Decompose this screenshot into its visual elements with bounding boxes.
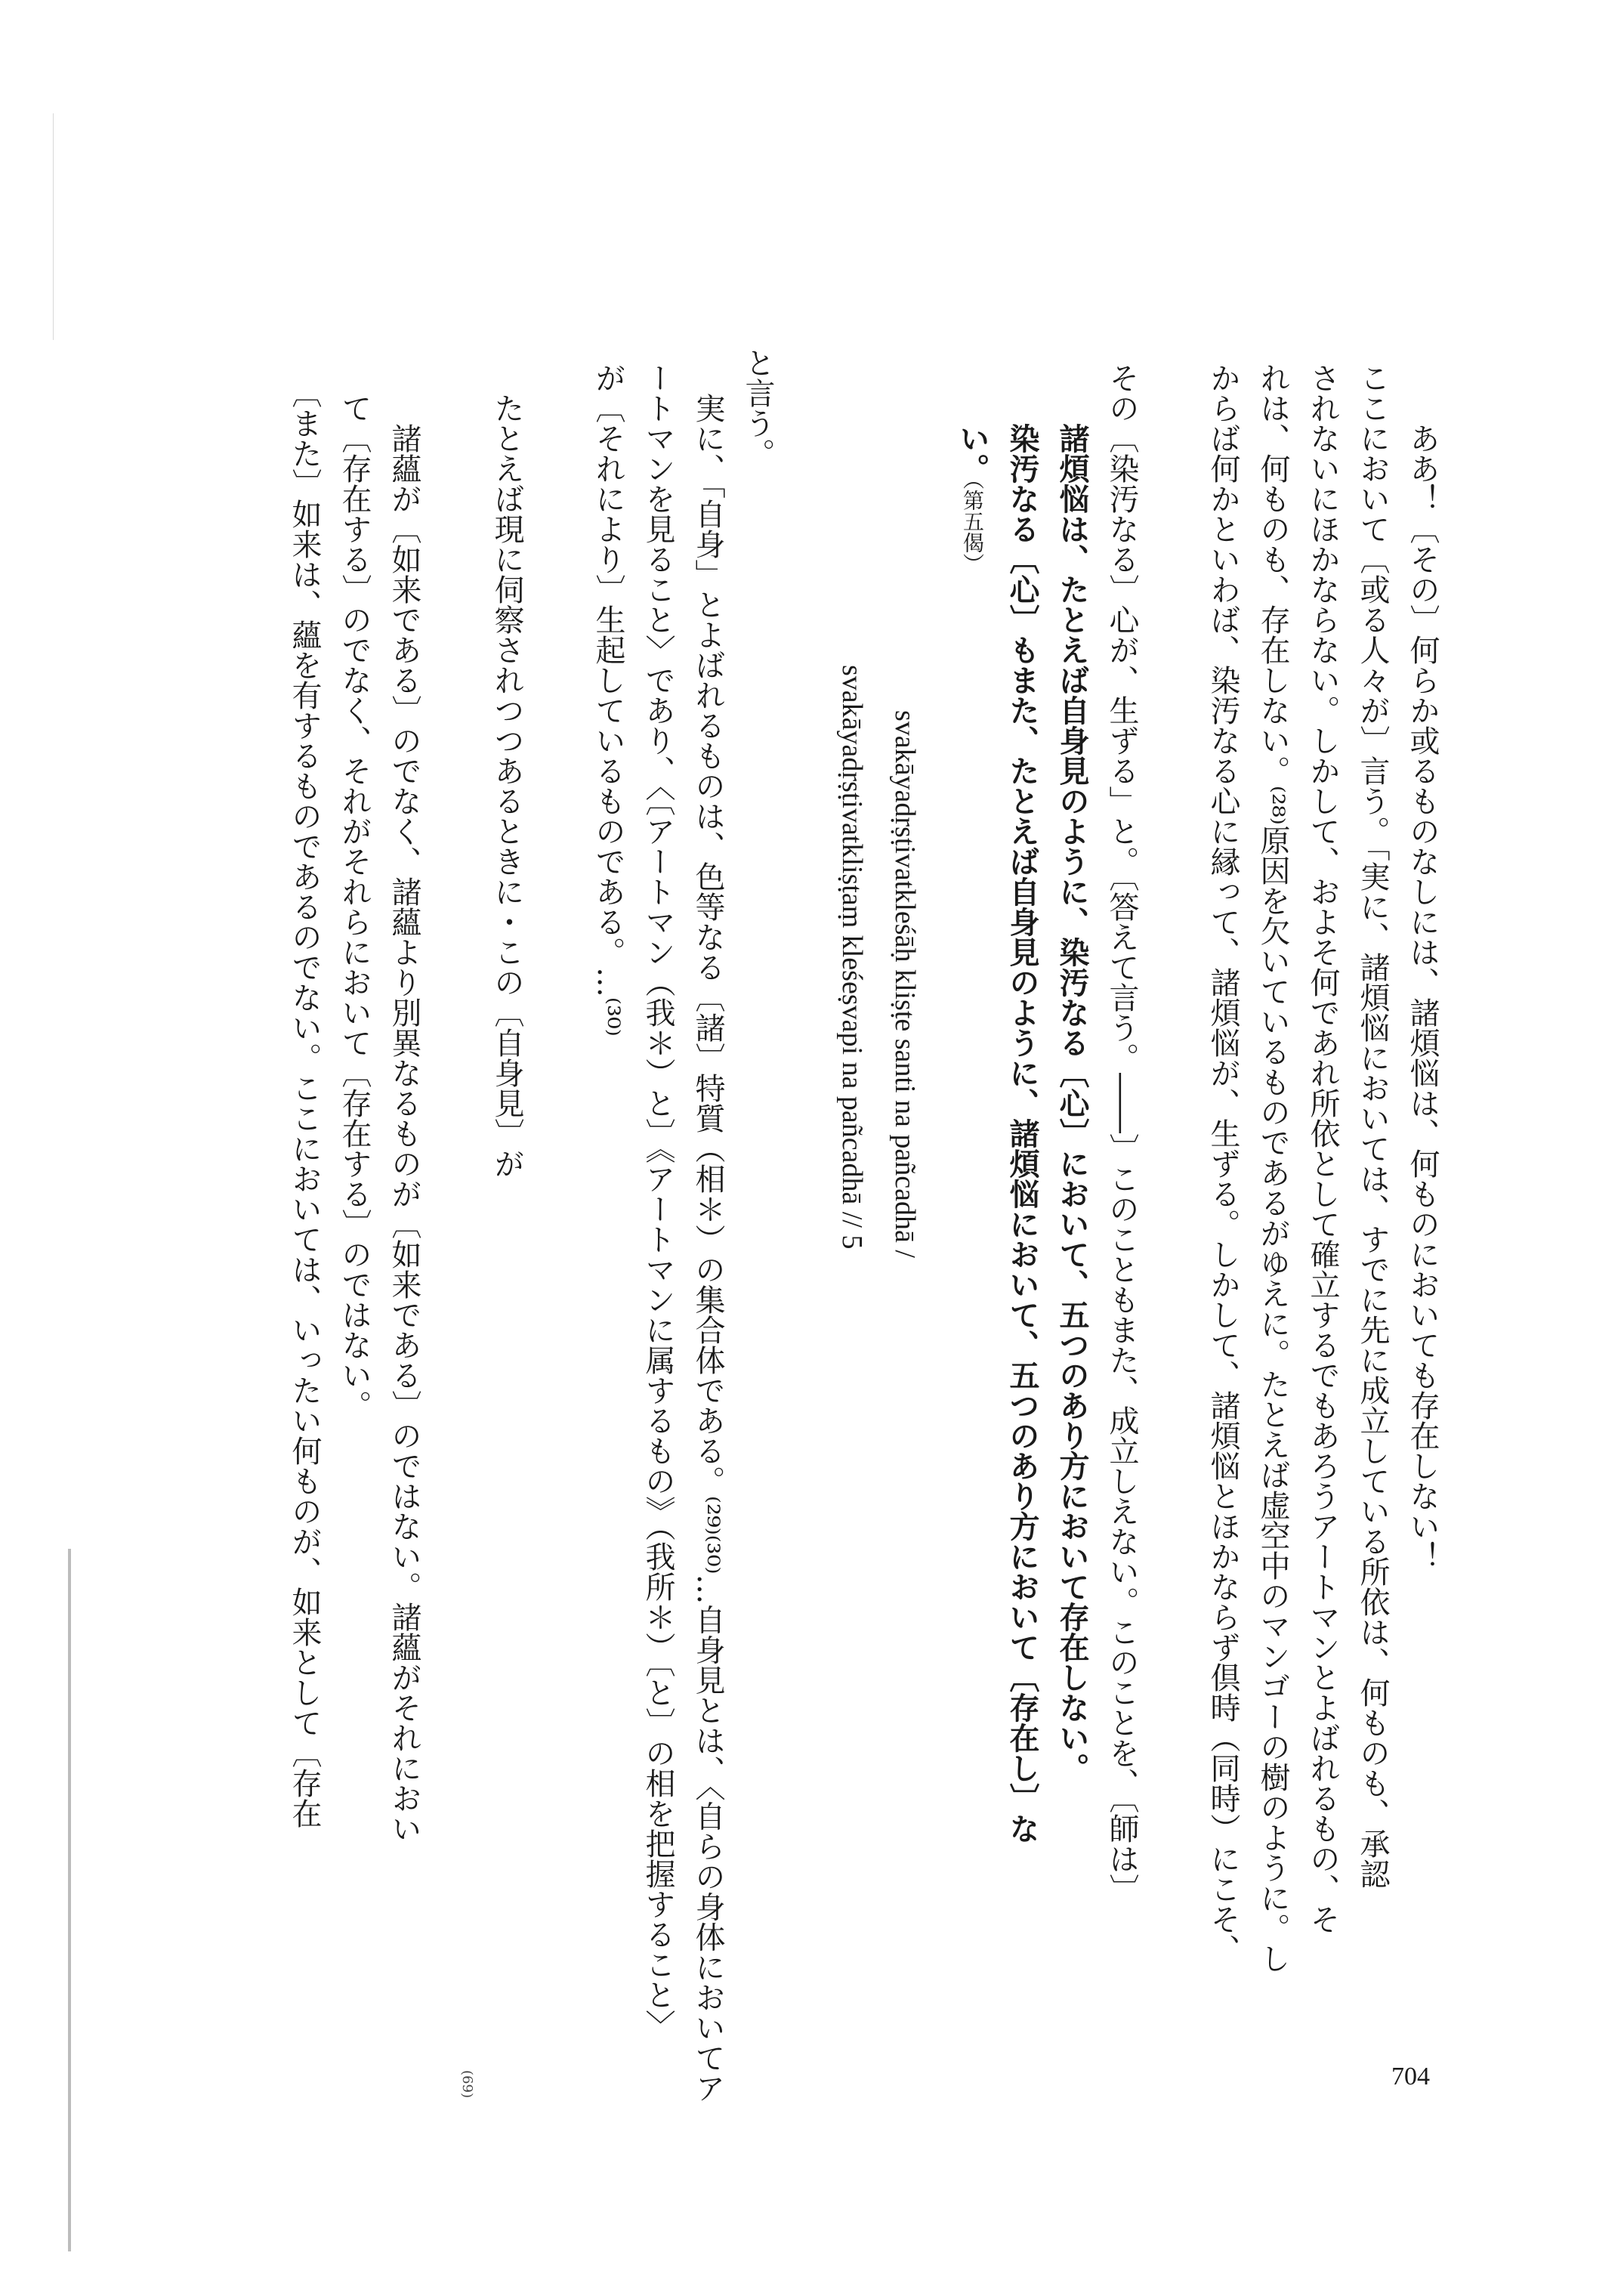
sanskrit-line-1: svakāyadṛṣṭivatkleśāḥ kliṣṭe santi na pañcadhā / [889, 710, 921, 1258]
body-column-5: からば何かといわば、染汚なる心に縁って、諸煩悩が、生ずる。しかして、諸煩悩とほかならず倶時（同時）にこそ、 [1206, 363, 1240, 1964]
lower-column-3: ートマンを見ること〉であり、〈〔アートマン（我＊）と〕《アートマンに属するもの》（我所＊）〔と〕の相を把握すること〉 [641, 363, 675, 2040]
body-column-2: ここにおいて〔或る人々が〕言う。「実に、諸煩悩においては、すでに先に成立している所依は、何ものも、承認 [1355, 363, 1390, 1889]
verse-line-2: 染汚なる〔心〕もまた、たとえば自身見のように、諸煩悩において、五つのあり方において〔存在し〕な [1005, 363, 1040, 1843]
page-number: 704 [1391, 2063, 1430, 2091]
lower-column-2: 実に、「自身」とよばれるものは、色等なる〔諸〕特質（相＊）の集合体である。⁽²⁹⁾⁽³⁰⁾…自身見とは、〈自らの身体においてア [690, 363, 725, 2103]
lower-column-7: て〔存在する〕のでなく、それがそれらにおいて〔存在する〕のではない。 [337, 363, 372, 1420]
verse-line-1: 諸煩悩は、たとえば自身見のように、染汚なる〔心〕において、五つのあり方において存在しない。 [1054, 363, 1090, 1783]
lower-column-1: と言う。 [740, 348, 775, 468]
page-gutter-line [68, 1549, 71, 2251]
page-edge-line [53, 113, 54, 340]
lower-column-8: 〔また〕如来は、蘊を有するものであるのでない。ここにおいては、いったい何ものが、如来として〔存在 [287, 363, 322, 1828]
body-column-1: ああ！〔その〕何らか或るものなしには、諸煩悩は、何ものにおいても存在しない！ [1405, 363, 1440, 1571]
body-column-3: されないにほかならない。しかして、およそ何であれ所依として確立するでもあろうアートマンとよばれるもの、そ [1305, 363, 1340, 1934]
sanskrit-line-2: svakāyadṛṣṭivatkliṣṭaṃ kleśeṣvapi na pañcadhā // 5 [836, 665, 868, 1250]
page-mark: (69) [458, 2070, 475, 2098]
lower-column-6: 諸蘊が〔如来である〕のでなく、諸蘊より別異なるものが〔如来である〕のではない。諸蘊がそれにおい [387, 363, 421, 1843]
lower-column-4: が〔それにより〕生起しているものである。…⁽³⁰⁾ [591, 363, 625, 1037]
verse-line-3: い。 [955, 363, 990, 484]
lower-column-5: たとえば現に伺察されつつあるときに・この〔自身見〕が [489, 363, 524, 1179]
verse-label: （第五偈） [960, 468, 985, 574]
body-column-6: その〔染汚なる〕心が、生ずる」と。〔答えて言う。――〕このこともまた、成立しえない。このことを、〔師は〕 [1104, 363, 1139, 1904]
body-column-4: れは、何ものも、存在しない。⁽²⁸⁾原因を欠いているものであるがゆえに。たとえば虚空中のマンゴーの樹のように。し [1255, 363, 1290, 1973]
